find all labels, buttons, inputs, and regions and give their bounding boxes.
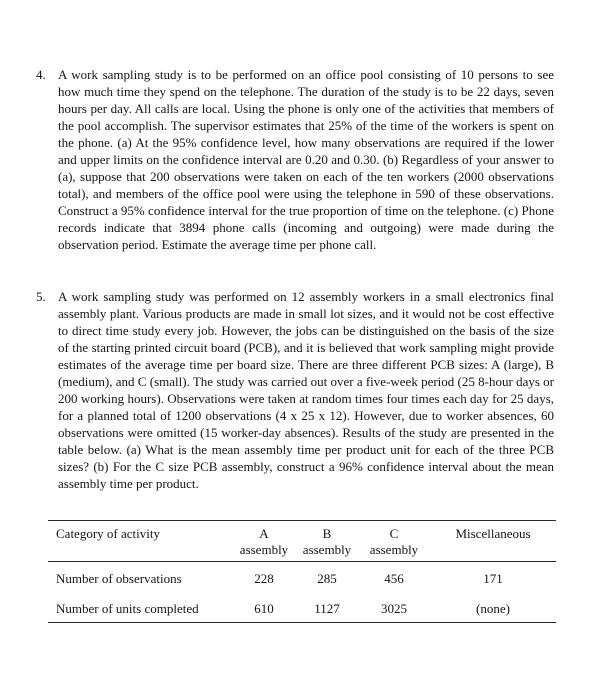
problem-4-text: A work sampling study is to be performed on an office pool consisting of 10 persons to see how much time they spend on the telephone. The duration of the study is to be 22 days, seven hours per day. All calls are local. Using the phone is only one of the activities that members of the pool accomplish. The supervisor estimates that 25% of the time of the workers is spent on the phone. (a) At the 95% confidence level, how many observations are required if the lower and upper limits on the confidence interval are 0.20 and 0.30. (b) Regardless of your answer to (a), suppose that 200 observations were taken on each of the ten workers (2000 observations total), and members of the office pool were using the telephone in 590 of these observations. Construct a 95% confidence interval for the true proportion of time on the telephone. (c) Phone records indicate that 3894 phone calls (incoming and outgoing) were made during the observation period. Estimate the average time per phone call. [58,67,554,252]
problem-5 [36,288,554,492]
problem-4 [36,66,554,253]
header-c-assembly: C assembly [358,521,430,562]
cell-observations-misc: 171 [483,571,503,586]
cell-observations-b: 285 [317,571,337,586]
problem-5-number: 5. [36,289,46,304]
header-category-of-activity: Category of activity [48,521,232,562]
results-table-header [48,521,556,562]
results-table-body [48,562,556,623]
problem-4-number: 4. [36,67,46,82]
results-table-container [48,520,554,623]
cell-observations-label: Number of observations [56,571,182,586]
table-row-observations [48,562,556,593]
cell-units-b: 1127 [314,601,340,616]
cell-units-label: Number of units completed [56,601,199,616]
problem-5-text: A work sampling study was performed on 12 assembly workers in a small electronics final assembly plant. Various products are made in small lot sizes, and it would not be cost effective to direct time study every job. However, the jobs can be distinguished on the basis of the size of the starting printed circuit board (PCB), and it is believed that work sampling might provide estimates of the average time per board size. There are three different PCB sizes: A (large), B (medium), and C (small). The study was carried out over a five-week period (25 8-hour days or 200 working hours). Observations were taken at random times four times each day for 25 days, for a planned total of 1200 observations (4 x 25 x 12). However, due to worker absences, 60 observations were omitted (15 worker-day absences). Results of the study are presented in the table below. (a) What is the mean assembly time per product unit for each of the three PCB sizes? (b) For the C size PCB assembly, construct a 96% confidence interval about the mean assembly time per product. [58,289,554,491]
cell-units-a: 610 [254,601,274,616]
table-header-row [48,521,556,562]
cell-observations-a: 228 [254,571,274,586]
results-table [48,520,556,623]
header-miscellaneous: Miscellaneous [430,521,556,562]
cell-units-c: 3025 [381,601,407,616]
cell-units-misc: (none) [476,601,510,616]
header-b-assembly: B assembly [296,521,358,562]
cell-observations-c: 456 [384,571,404,586]
table-row-units-completed [48,592,556,623]
header-a-assembly: A assembly [232,521,296,562]
